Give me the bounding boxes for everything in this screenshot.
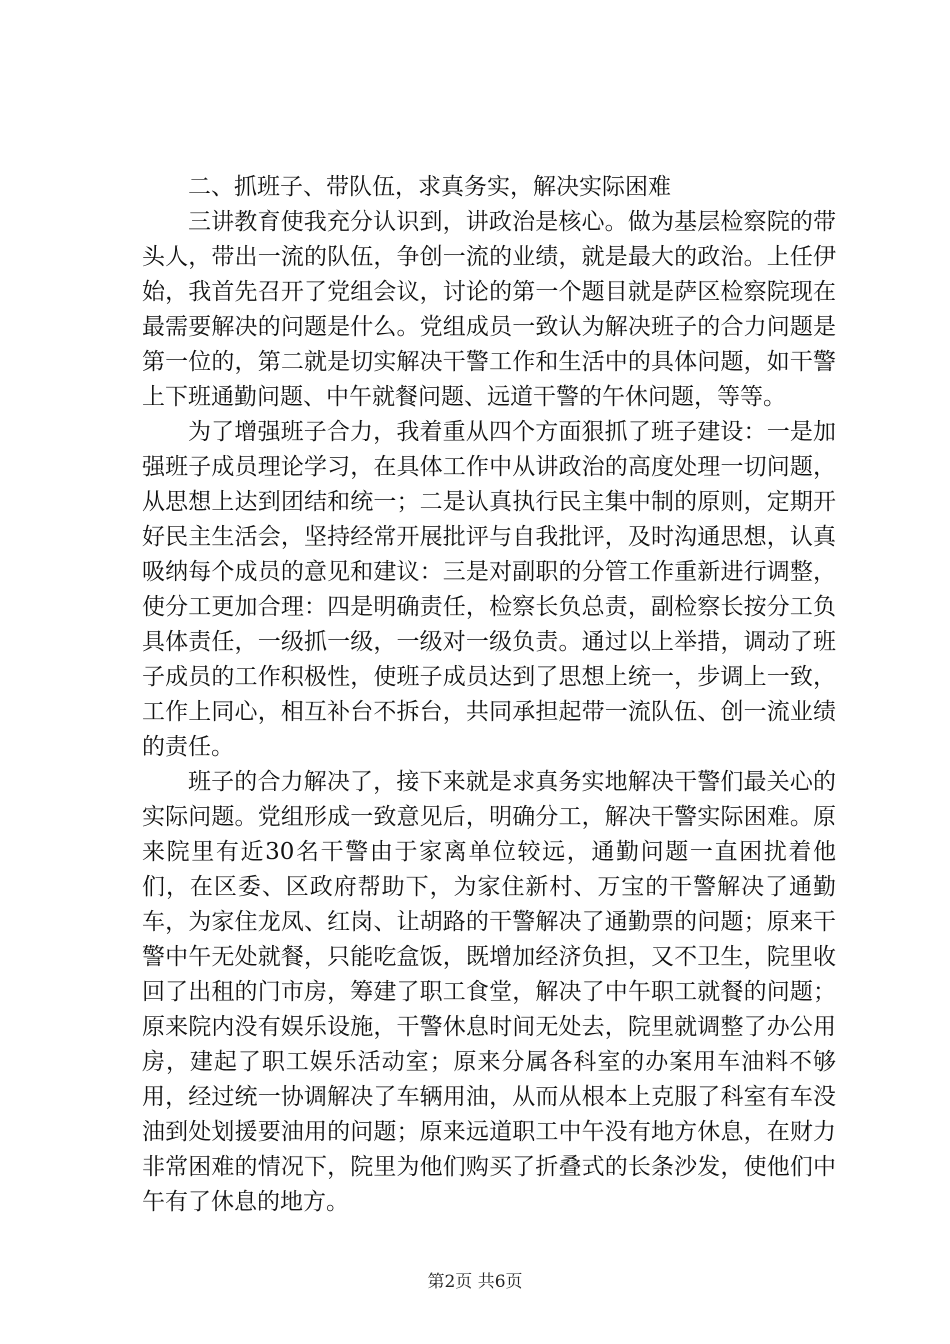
paragraph-3: 班子的合力解决了，接下来就是求真务实地解决干警们最关心的实际问题。党组形成一致意见后，明确分工，解决干警实际困难。原来院里有近30名干警由于家离单位较远，通勤问题一直困扰着他们，在区委、区政府帮助下，为家住新村、万宝的干警解决了通勤车，为家住龙凤、红岗、让胡路的干警解决了通勤票的问题；原来干警中午无处就餐，只能吃盒饭，既增加经济负担，又不卫生，院里收回了出租的门市房，筹建了职工食堂，解决了中午职工就餐的问题；原来院内没有娱乐设施，干警休息时间无处去，院里就调整了办公用房，建起了职工娱乐活动室；原来分属各科室的办案用车油料不够用，经过统一协调解决了车辆用油，从而从根本上克服了科室有车没油到处划援要油用的问题；原来远道职工中午没有地方休息，在财力非常困难的情况下，院里为他们购买了折叠式的长条沙发，使他们中午有了休息的地方。 <box>142 769 836 1215</box>
page-footer: 第2页 共6页 <box>427 1272 523 1292</box>
document-body <box>142 170 836 1220</box>
section-heading: 二、抓班子、带队伍，求真务实，解决实际困难 <box>188 174 671 200</box>
paragraph-2: 为了增强班子合力，我着重从四个方面狠抓了班子建设：一是加强班子成员理论学习，在具体工作中从讲政治的高度处理一切问题，从思想上达到团结和统一；二是认真执行民主集中制的原则，定期开好民主生活会，坚持经常开展批评与自我批评，及时沟通思想，认真吸纳每个成员的意见和建议：三是对副职的分管工作重新进行调整，使分工更加合理：四是明确责任，检察长负总责，副检察长按分工负具体责任，一级抓一级，一级对一级负责。通过以上举措，调动了班子成员的工作积极性，使班子成员达到了思想上统一，步调上一致，工作上同心，相互补台不拆台，共同承担起带一流队伍、创一流业绩的责任。 <box>142 419 836 760</box>
paragraph-1: 三讲教育使我充分认识到，讲政治是核心。做为基层检察院的带头人，带出一流的队伍，争创一流的业绩，就是最大的政治。上任伊始，我首先召开了党组会议，讨论的第一个题目就是萨区检察院现在最需要解决的问题是什么。党组成员一致认为解决班子的合力问题是第一位的，第二就是切实解决干警工作和生活中的具体问题，如干警上下班通勤问题、中午就餐问题、远道干警的午休问题，等等。 <box>142 209 836 410</box>
